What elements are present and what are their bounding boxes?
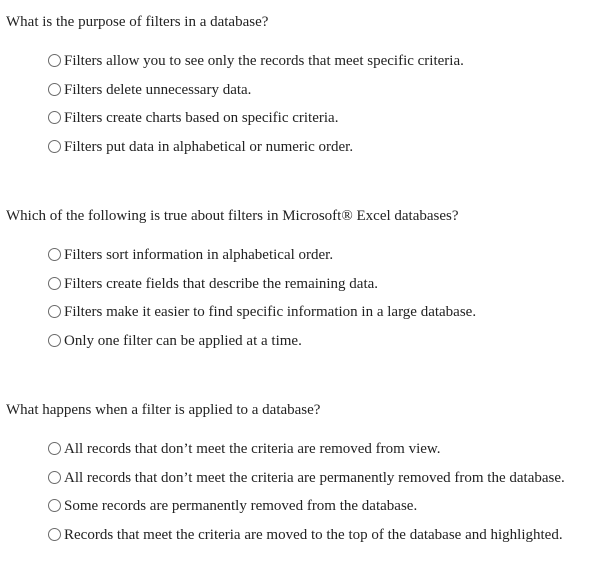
answer-option[interactable] — [6, 108, 596, 128]
radio-button[interactable] — [48, 334, 61, 347]
option-label[interactable]: Filters delete unnecessary data. — [64, 81, 252, 98]
radio-button[interactable] — [48, 277, 61, 290]
question-prompt: Which of the following is true about filters in Microsoft® Excel databases? — [6, 208, 459, 224]
option-label[interactable]: Records that meet the criteria are moved to the top of the database and highlighted. — [64, 526, 563, 543]
radio-button[interactable] — [48, 83, 61, 96]
question-prompt: What happens when a filter is applied to a database? — [6, 402, 321, 418]
answer-option[interactable] — [6, 468, 596, 488]
option-label[interactable]: Only one filter can be applied at a time. — [64, 332, 302, 349]
radio-button[interactable] — [48, 140, 61, 153]
radio-button[interactable] — [48, 305, 61, 318]
answer-options — [6, 245, 596, 351]
answer-option[interactable] — [6, 80, 596, 100]
radio-button[interactable] — [48, 248, 61, 261]
option-label[interactable]: Filters create fields that describe the remaining data. — [64, 275, 379, 292]
answer-options — [6, 51, 596, 157]
answer-option[interactable] — [6, 274, 596, 294]
radio-button[interactable] — [48, 528, 61, 541]
answer-option[interactable] — [6, 439, 596, 459]
option-label[interactable]: Some records are permanently removed from the database. — [64, 498, 418, 515]
answer-option[interactable] — [6, 302, 596, 322]
option-label[interactable]: Filters create charts based on specific criteria. — [64, 110, 339, 127]
option-label[interactable]: All records that don’t meet the criteria are removed from view. — [64, 441, 441, 457]
answer-option[interactable] — [6, 51, 596, 71]
question-3 — [6, 400, 596, 553]
answer-option[interactable] — [6, 331, 596, 351]
radio-button[interactable] — [48, 442, 61, 455]
question-1 — [6, 12, 596, 165]
answer-option[interactable] — [6, 245, 596, 265]
answer-option[interactable] — [6, 525, 596, 545]
radio-button[interactable] — [48, 499, 61, 512]
option-label[interactable]: Filters allow you to see only the records that meet specific criteria. — [64, 53, 464, 69]
answer-option[interactable] — [6, 137, 596, 157]
question-prompt: What is the purpose of filters in a database? — [6, 14, 269, 30]
radio-button[interactable] — [48, 471, 61, 484]
answer-options — [6, 439, 596, 545]
option-label[interactable]: All records that don’t meet the criteria are permanently removed from the database. — [64, 469, 565, 486]
radio-button[interactable] — [48, 111, 61, 124]
radio-button[interactable] — [48, 54, 61, 67]
question-2 — [6, 206, 596, 359]
answer-option[interactable] — [6, 496, 596, 516]
option-label[interactable]: Filters sort information in alphabetical order. — [64, 247, 334, 263]
option-label[interactable]: Filters make it easier to find specific information in a large database. — [64, 304, 477, 321]
option-label[interactable]: Filters put data in alphabetical or numeric order. — [64, 138, 354, 155]
